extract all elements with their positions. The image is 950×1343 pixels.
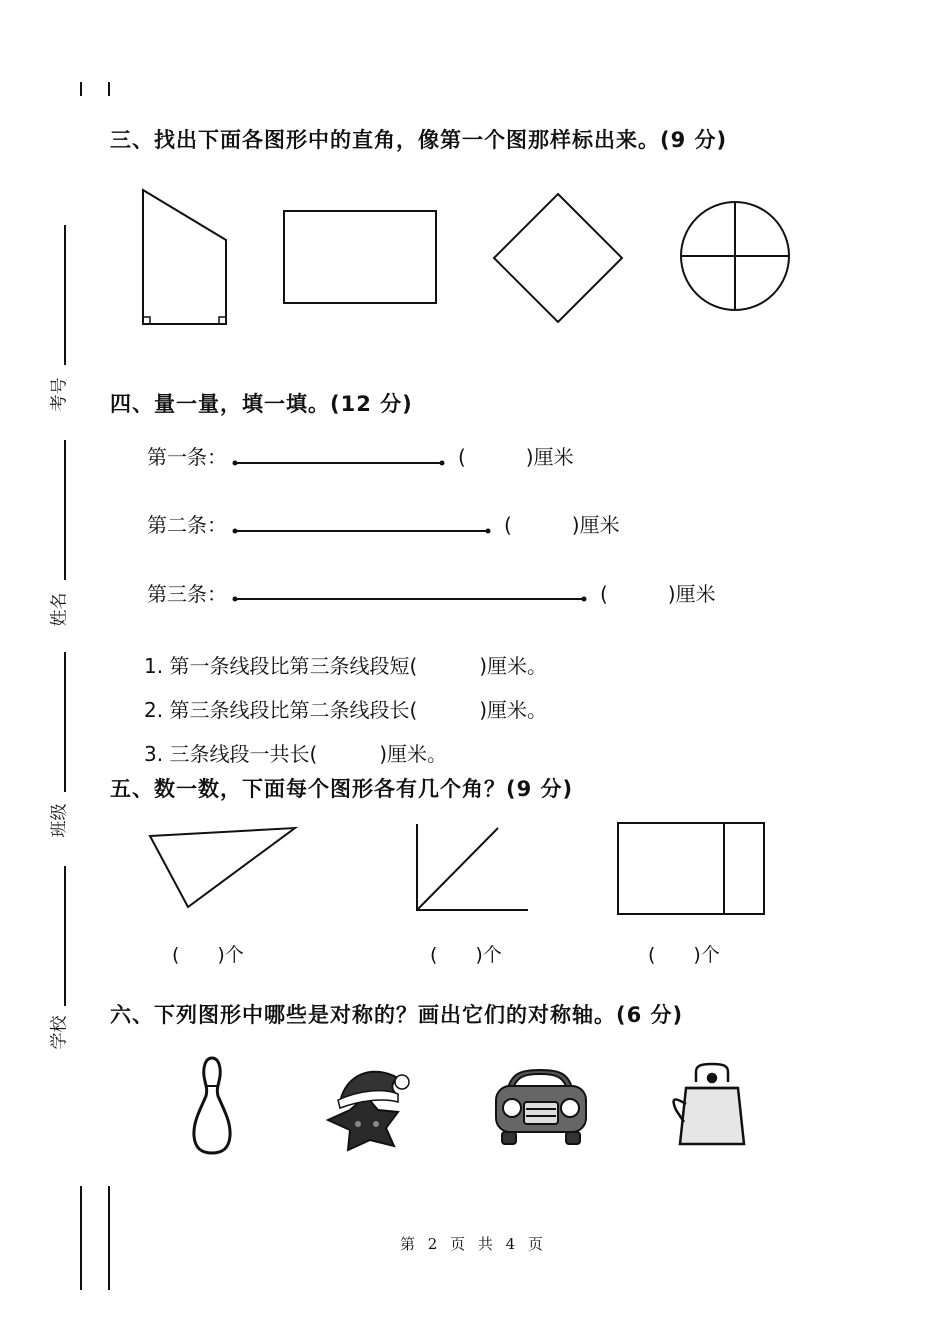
angle-count-figures (0, 812, 950, 932)
kettle-icon (674, 1064, 744, 1144)
triangle-shape (150, 828, 295, 907)
line-segment-2 (0, 523, 950, 543)
question-3 (144, 738, 447, 767)
page-footer: 第 2 页 共 4 页 (400, 1235, 547, 1253)
question-1-pre: 1. 第一条线段比第三条线段短( (144, 654, 418, 678)
symmetry-figures (0, 1052, 950, 1172)
line-3-label: 第三条： (147, 582, 227, 606)
binding-bar-right (108, 1186, 110, 1290)
star-hat-icon (328, 1072, 409, 1150)
margin-label-xingming: 姓名 (49, 592, 70, 627)
right-angle-mark-right (219, 317, 226, 324)
right-angle-mark-left (143, 317, 150, 324)
pentagon-shape (143, 190, 226, 324)
question-3-post: )厘米。 (379, 742, 448, 766)
answer-angle: ( )个 (430, 944, 502, 966)
question-3-pre: 3. 三条线段一共长( (144, 742, 318, 766)
rectangle-shape (284, 211, 436, 303)
bowling-pin-icon (194, 1058, 230, 1153)
answer-triangle: ( )个 (172, 944, 244, 966)
line-1-unit: ( )厘米 (458, 445, 574, 469)
margin-label-xuexiao: 学校 (49, 1015, 70, 1050)
question-2 (144, 694, 547, 723)
line-1-label: 第一条： (147, 445, 227, 469)
line-2-label: 第二条： (147, 513, 227, 537)
section-3-title: 三、找出下面各图形中的直角，像第一个图那样标出来。(9 分) (110, 128, 728, 152)
answer-rectangle: ( )个 (648, 944, 720, 966)
question-2-post: )厘米。 (479, 698, 548, 722)
section-4-title: 四、量一量，填一填。(12 分) (110, 392, 413, 416)
question-2-pre: 2. 第三条线段比第二条线段长( (144, 698, 418, 722)
binding-bar-left (80, 1186, 82, 1290)
car-icon (496, 1070, 586, 1144)
line-3-unit: ( )厘米 (600, 582, 716, 606)
margin-label-kaohao: 考号 (49, 377, 70, 412)
question-1-post: )厘米。 (479, 654, 548, 678)
angle-shape (417, 824, 528, 910)
divided-rectangle-shape (618, 823, 764, 914)
line-segment-3 (0, 591, 950, 611)
line-2-unit: ( )厘米 (504, 513, 620, 537)
section-6-title: 六、下列图形中哪些是对称的？画出它们的对称轴。(6 分) (110, 1003, 684, 1027)
square-diamond-shape (494, 194, 622, 322)
question-1 (144, 650, 547, 679)
section-5-title: 五、数一数，下面每个图形各有几个角？(9 分) (110, 777, 574, 801)
margin-label-banji: 班级 (49, 803, 70, 838)
right-angle-figures (0, 0, 950, 360)
margin-line-banji (64, 652, 66, 792)
